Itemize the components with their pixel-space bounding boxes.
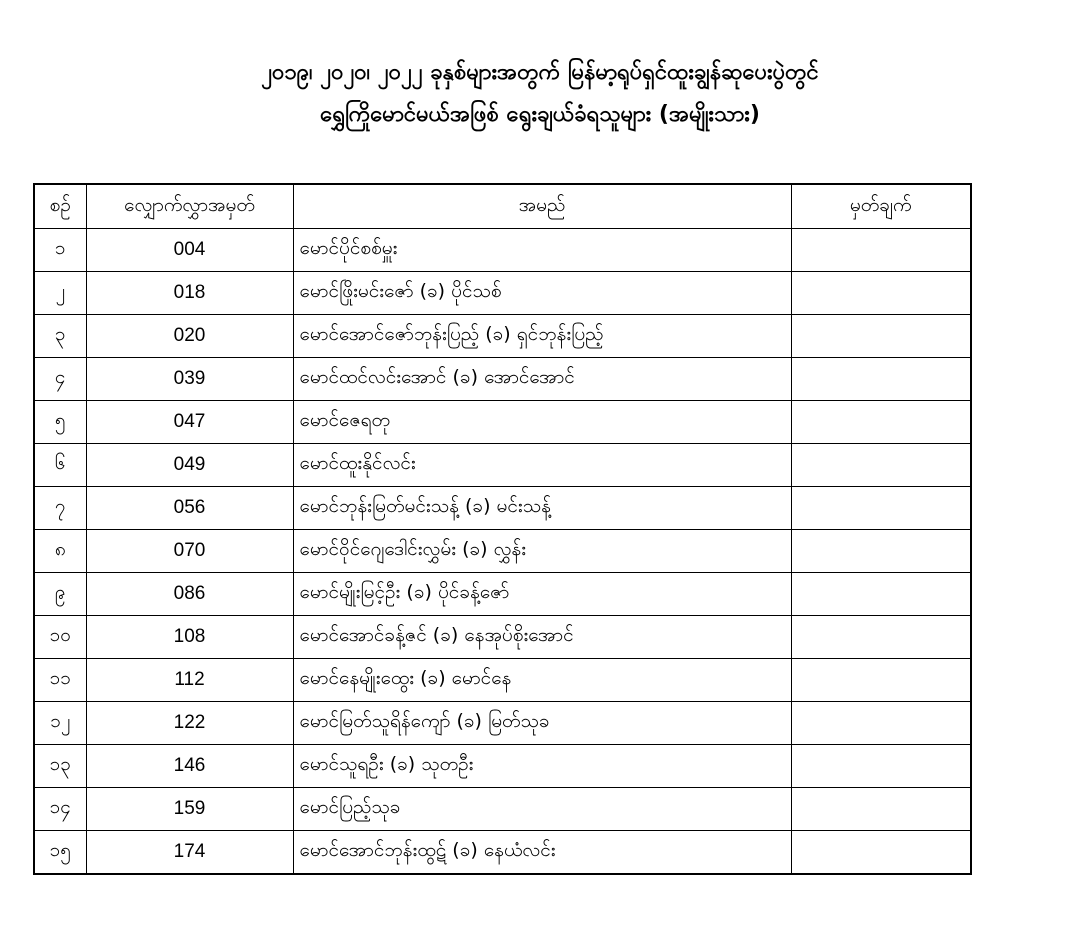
table-row [34,229,971,272]
cell-name: မောင်အောင်ဇော်ဘုန်းပြည့် (ခ) ရှင်ဘုန်းပြည့် [293,315,791,358]
cell-application-number: 018 [86,272,293,315]
cell-remarks [791,659,971,702]
cell-serial-number: ၉ [34,573,86,616]
cell-serial-number: ၆ [34,444,86,487]
cell-name: မောင်ဇေရတု [293,401,791,444]
table-row [34,573,971,616]
table-row [34,745,971,788]
header-application-number: လျှောက်လွှာအမှတ် [86,184,293,229]
cell-name: မောင်သူရဦး (ခ) သုတဦး [293,745,791,788]
cell-name: မောင်အောင်ဘုန်းထွဋ် (ခ) နေယံလင်း [293,831,791,875]
cell-application-number: 122 [86,702,293,745]
cell-serial-number: ၁၄ [34,788,86,831]
cell-application-number: 020 [86,315,293,358]
cell-application-number: 086 [86,573,293,616]
cell-remarks [791,616,971,659]
cell-serial-number: ၃ [34,315,86,358]
cell-serial-number: ၁ [34,229,86,272]
cell-remarks [791,487,971,530]
header-name: အမည် [293,184,791,229]
cell-application-number: 159 [86,788,293,831]
cell-name: မောင်ပြည့်သုခ [293,788,791,831]
cell-name: မောင်မြတ်သူရိန်ကျော် (ခ) မြတ်သုခ [293,702,791,745]
cell-remarks [791,444,971,487]
header-remarks: မှတ်ချက် [791,184,971,229]
cell-serial-number: ၄ [34,358,86,401]
cell-serial-number: ၂ [34,272,86,315]
document-title-line-2: ရွှေကြိုမောင်မယ်အဖြစ် ရွေးချယ်ခံရသူများ (အမျိုးသား) [320,102,760,127]
cell-serial-number: ၁၁ [34,659,86,702]
cell-remarks [791,745,971,788]
selection-table [33,183,972,875]
table-header-row [34,184,971,229]
cell-serial-number: ၁၀ [34,616,86,659]
table-row [34,272,971,315]
cell-remarks [791,272,971,315]
table-row [34,315,971,358]
table-row [34,444,971,487]
cell-name: မောင်ပိုင်စစ်မှူး [293,229,791,272]
table-row [34,616,971,659]
cell-serial-number: ၁၂ [34,702,86,745]
cell-name: မောင်ထူးနိုင်လင်း [293,444,791,487]
cell-application-number: 174 [86,831,293,875]
table-row [34,831,971,875]
cell-application-number: 004 [86,229,293,272]
cell-remarks [791,315,971,358]
cell-application-number: 047 [86,401,293,444]
cell-name: မောင်ထင်လင်းအောင် (ခ) အောင်အောင် [293,358,791,401]
table-row [34,788,971,831]
cell-application-number: 070 [86,530,293,573]
cell-serial-number: ၈ [34,530,86,573]
table-row [34,659,971,702]
cell-name: မောင်ဝိုင်ဂျေဒေါင်းလွှမ်း (ခ) လွှန်း [293,530,791,573]
table-row [34,358,971,401]
cell-remarks [791,401,971,444]
cell-name: မောင်ဖြိုးမင်းဇော် (ခ) ပိုင်သစ် [293,272,791,315]
cell-serial-number: ၁၅ [34,831,86,875]
cell-serial-number: ၇ [34,487,86,530]
header-serial-number: စဉ် [34,184,86,229]
cell-application-number: 039 [86,358,293,401]
cell-application-number: 146 [86,745,293,788]
cell-application-number: 056 [86,487,293,530]
table-row [34,702,971,745]
cell-serial-number: ၁၃ [34,745,86,788]
cell-application-number: 108 [86,616,293,659]
table-row [34,530,971,573]
cell-name: မောင်နေမျိုးထွေး (ခ) မောင်နေ [293,659,791,702]
cell-remarks [791,229,971,272]
cell-remarks [791,530,971,573]
cell-serial-number: ၅ [34,401,86,444]
cell-name: မောင်မျိုးမြင့်ဦး (ခ) ပိုင်ခန့်ဇော် [293,573,791,616]
cell-application-number: 049 [86,444,293,487]
cell-remarks [791,788,971,831]
cell-application-number: 112 [86,659,293,702]
table-row [34,487,971,530]
cell-remarks [791,358,971,401]
document-title-line-1: ၂၀၁၉၊ ၂၀၂၀၊ ၂၀၂၂ ခုနှစ်များအတွက် မြန်မာ့ရုပ်ရှင်ထူးချွန်ဆုပေးပွဲတွင် [261,60,819,85]
table-row [34,401,971,444]
cell-name: မောင်အောင်ခန့်ဇင် (ခ) နေအုပ်စိုးအောင် [293,616,791,659]
cell-name: မောင်ဘုန်းမြတ်မင်းသန့် (ခ) မင်းသန့် [293,487,791,530]
cell-remarks [791,573,971,616]
cell-remarks [791,702,971,745]
cell-remarks [791,831,971,875]
